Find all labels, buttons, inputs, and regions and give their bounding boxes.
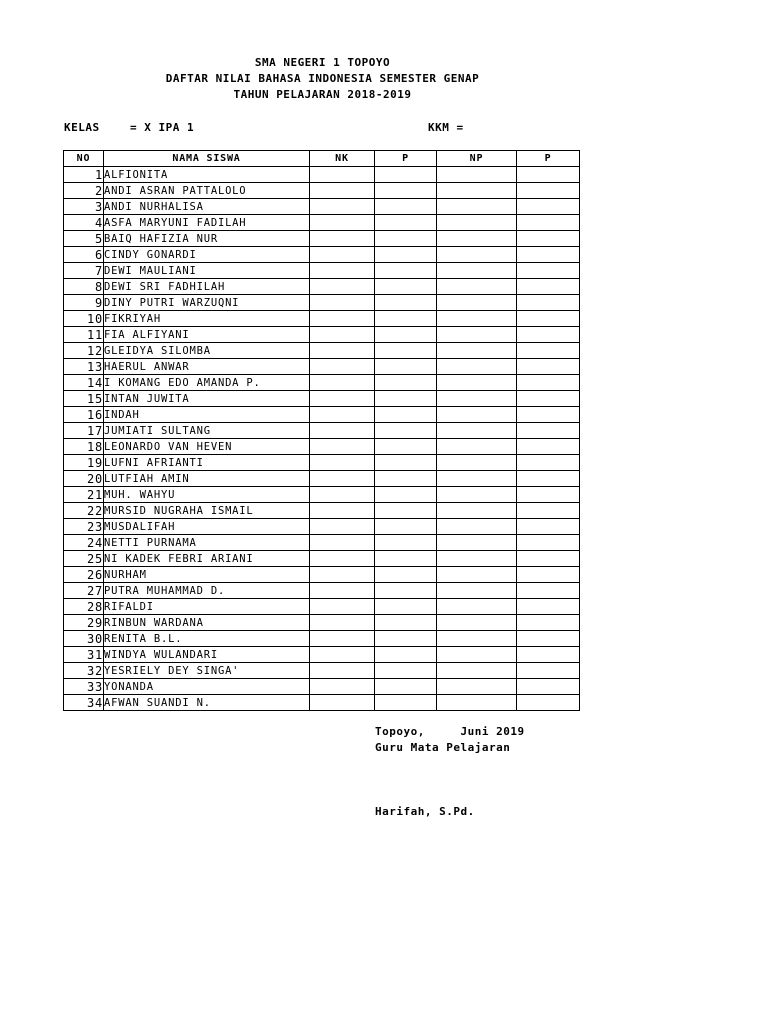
nk-cell (310, 199, 375, 215)
p1-cell (375, 631, 437, 647)
col-header-nk: NK (310, 151, 375, 167)
p1-cell (375, 295, 437, 311)
p2-cell (517, 279, 580, 295)
nk-cell (310, 359, 375, 375)
row-number: 26 (64, 567, 104, 583)
p1-cell (375, 503, 437, 519)
p2-cell (517, 311, 580, 327)
nk-cell (310, 519, 375, 535)
table-row (64, 519, 580, 535)
table-body (64, 167, 580, 711)
np-cell (437, 375, 517, 391)
student-name: ASFA MARYUNI FADILAH (104, 215, 310, 231)
p1-cell (375, 391, 437, 407)
np-cell (437, 167, 517, 183)
np-cell (437, 311, 517, 327)
nk-cell (310, 583, 375, 599)
p1-cell (375, 599, 437, 615)
np-cell (437, 247, 517, 263)
np-cell (437, 263, 517, 279)
p2-cell (517, 199, 580, 215)
row-number: 34 (64, 695, 104, 711)
p2-cell (517, 423, 580, 439)
p2-cell (517, 663, 580, 679)
table-row (64, 343, 580, 359)
nk-cell (310, 215, 375, 231)
p2-cell (517, 247, 580, 263)
col-header-p2: P (517, 151, 580, 167)
np-cell (437, 407, 517, 423)
row-number: 31 (64, 647, 104, 663)
student-name: AFWAN SUANDI N. (104, 695, 310, 711)
p2-cell (517, 391, 580, 407)
np-cell (437, 567, 517, 583)
row-number: 18 (64, 439, 104, 455)
col-header-no: NO (64, 151, 104, 167)
school-name: SMA NEGERI 1 TOPOYO (254, 56, 391, 69)
nk-cell (310, 407, 375, 423)
student-name: ANDI ASRAN PATTALOLO (104, 183, 310, 199)
p1-cell (375, 247, 437, 263)
student-name: FIKRIYAH (104, 311, 310, 327)
table-row (64, 471, 580, 487)
nk-cell (310, 599, 375, 615)
student-name: JUMIATI SULTANG (104, 423, 310, 439)
np-cell (437, 343, 517, 359)
p2-cell (517, 167, 580, 183)
row-number: 11 (64, 327, 104, 343)
row-number: 13 (64, 359, 104, 375)
np-cell (437, 615, 517, 631)
row-number: 16 (64, 407, 104, 423)
nk-cell (310, 183, 375, 199)
student-name: MUH. WAHYU (104, 487, 310, 503)
row-number: 28 (64, 599, 104, 615)
p1-cell (375, 455, 437, 471)
student-name: DINY PUTRI WARZUQNI (104, 295, 310, 311)
p1-cell (375, 535, 437, 551)
nk-cell (310, 343, 375, 359)
nk-cell (310, 311, 375, 327)
table-row (64, 247, 580, 263)
p1-cell (375, 471, 437, 487)
np-cell (437, 231, 517, 247)
student-name: BAIQ HAFIZIA NUR (104, 231, 310, 247)
table-row (64, 215, 580, 231)
p1-cell (375, 487, 437, 503)
np-cell (437, 295, 517, 311)
p1-cell (375, 423, 437, 439)
nk-cell (310, 327, 375, 343)
p1-cell (375, 583, 437, 599)
nk-cell (310, 679, 375, 695)
student-name: ALFIONITA (104, 167, 310, 183)
p2-cell (517, 375, 580, 391)
row-number: 30 (64, 631, 104, 647)
document-title: DAFTAR NILAI BAHASA INDONESIA SEMESTER GENAP (165, 72, 480, 85)
np-cell (437, 439, 517, 455)
student-name: YESRIELY DEY SINGA' (104, 663, 310, 679)
row-number: 23 (64, 519, 104, 535)
row-number: 12 (64, 343, 104, 359)
p2-cell (517, 359, 580, 375)
p2-cell (517, 519, 580, 535)
student-name: NETTI PURNAMA (104, 535, 310, 551)
p2-cell (517, 535, 580, 551)
p2-cell (517, 183, 580, 199)
nk-cell (310, 647, 375, 663)
student-name: LUTFIAH AMIN (104, 471, 310, 487)
row-number: 9 (64, 295, 104, 311)
row-number: 3 (64, 199, 104, 215)
signature-name: Harifah, S.Pd. (375, 805, 475, 818)
p1-cell (375, 407, 437, 423)
signature-role: Guru Mata Pelajaran (375, 741, 511, 754)
p1-cell (375, 183, 437, 199)
table-row (64, 375, 580, 391)
nk-cell (310, 279, 375, 295)
student-name: INTAN JUWITA (104, 391, 310, 407)
table-row (64, 199, 580, 215)
p2-cell (517, 231, 580, 247)
row-number: 21 (64, 487, 104, 503)
table-row (64, 439, 580, 455)
table-row (64, 599, 580, 615)
np-cell (437, 183, 517, 199)
p2-cell (517, 327, 580, 343)
table-row (64, 551, 580, 567)
p1-cell (375, 679, 437, 695)
p2-cell (517, 215, 580, 231)
table-row (64, 647, 580, 663)
np-cell (437, 663, 517, 679)
p1-cell (375, 439, 437, 455)
nk-cell (310, 167, 375, 183)
student-name: MUSDALIFAH (104, 519, 310, 535)
p1-cell (375, 231, 437, 247)
nk-cell (310, 391, 375, 407)
nk-cell (310, 695, 375, 711)
p1-cell (375, 647, 437, 663)
p2-cell (517, 599, 580, 615)
nk-cell (310, 487, 375, 503)
nk-cell (310, 567, 375, 583)
p2-cell (517, 343, 580, 359)
row-number: 17 (64, 423, 104, 439)
nk-cell (310, 535, 375, 551)
table-row (64, 695, 580, 711)
row-number: 32 (64, 663, 104, 679)
p2-cell (517, 631, 580, 647)
table-row (64, 167, 580, 183)
p1-cell (375, 663, 437, 679)
p1-cell (375, 519, 437, 535)
row-number: 6 (64, 247, 104, 263)
nk-cell (310, 631, 375, 647)
nk-cell (310, 439, 375, 455)
p1-cell (375, 199, 437, 215)
np-cell (437, 695, 517, 711)
np-cell (437, 279, 517, 295)
table-row (64, 487, 580, 503)
p2-cell (517, 439, 580, 455)
table-header-row (64, 151, 580, 167)
student-name: PUTRA MUHAMMAD D. (104, 583, 310, 599)
table-row (64, 679, 580, 695)
p2-cell (517, 647, 580, 663)
nk-cell (310, 231, 375, 247)
table-row (64, 327, 580, 343)
col-header-nama-siswa: NAMA SISWA (104, 151, 310, 167)
np-cell (437, 455, 517, 471)
kelas-value: = X IPA 1 (130, 121, 195, 134)
np-cell (437, 599, 517, 615)
row-number: 24 (64, 535, 104, 551)
table-row (64, 263, 580, 279)
p1-cell (375, 311, 437, 327)
student-name: I KOMANG EDO AMANDA P. (104, 375, 310, 391)
nk-cell (310, 471, 375, 487)
table-row (64, 503, 580, 519)
nk-cell (310, 423, 375, 439)
row-number: 27 (64, 583, 104, 599)
nk-cell (310, 455, 375, 471)
np-cell (437, 503, 517, 519)
student-name: ANDI NURHALISA (104, 199, 310, 215)
p1-cell (375, 567, 437, 583)
row-number: 19 (64, 455, 104, 471)
signature-place-date: Topoyo, Juni 2019 (375, 725, 525, 738)
table-row (64, 583, 580, 599)
grades-table (63, 150, 580, 711)
student-name: LUFNI AFRIANTI (104, 455, 310, 471)
nk-cell (310, 503, 375, 519)
row-number: 1 (64, 167, 104, 183)
nk-cell (310, 663, 375, 679)
student-name: MURSID NUGRAHA ISMAIL (104, 503, 310, 519)
student-name: RIFALDI (104, 599, 310, 615)
p1-cell (375, 279, 437, 295)
student-name: INDAH (104, 407, 310, 423)
student-name: YONANDA (104, 679, 310, 695)
table-row (64, 567, 580, 583)
np-cell (437, 471, 517, 487)
p1-cell (375, 695, 437, 711)
row-number: 10 (64, 311, 104, 327)
p2-cell (517, 583, 580, 599)
student-name: GLEIDYA SILOMBA (104, 343, 310, 359)
p1-cell (375, 359, 437, 375)
student-name: NI KADEK FEBRI ARIANI (104, 551, 310, 567)
np-cell (437, 535, 517, 551)
row-number: 25 (64, 551, 104, 567)
row-number: 22 (64, 503, 104, 519)
p1-cell (375, 551, 437, 567)
student-name: NURHAM (104, 567, 310, 583)
np-cell (437, 327, 517, 343)
np-cell (437, 583, 517, 599)
p2-cell (517, 615, 580, 631)
student-name: LEONARDO VAN HEVEN (104, 439, 310, 455)
nk-cell (310, 263, 375, 279)
np-cell (437, 199, 517, 215)
table-row (64, 183, 580, 199)
student-name: HAERUL ANWAR (104, 359, 310, 375)
p1-cell (375, 263, 437, 279)
row-number: 29 (64, 615, 104, 631)
table-row (64, 423, 580, 439)
table-row (64, 359, 580, 375)
table-row (64, 615, 580, 631)
nk-cell (310, 247, 375, 263)
table-row (64, 231, 580, 247)
p1-cell (375, 327, 437, 343)
p2-cell (517, 263, 580, 279)
p2-cell (517, 471, 580, 487)
student-name: FIA ALFIYANI (104, 327, 310, 343)
p2-cell (517, 487, 580, 503)
np-cell (437, 215, 517, 231)
table-row (64, 311, 580, 327)
table-row (64, 295, 580, 311)
np-cell (437, 631, 517, 647)
p2-cell (517, 567, 580, 583)
row-number: 14 (64, 375, 104, 391)
student-name: DEWI SRI FADHILAH (104, 279, 310, 295)
row-number: 2 (64, 183, 104, 199)
kkm-label: KKM = (428, 121, 464, 134)
student-name: DEWI MAULIANI (104, 263, 310, 279)
col-header-np: NP (437, 151, 517, 167)
nk-cell (310, 551, 375, 567)
p2-cell (517, 551, 580, 567)
student-name: RENITA B.L. (104, 631, 310, 647)
np-cell (437, 647, 517, 663)
table-row (64, 279, 580, 295)
p2-cell (517, 295, 580, 311)
nk-cell (310, 375, 375, 391)
row-number: 33 (64, 679, 104, 695)
row-number: 20 (64, 471, 104, 487)
p1-cell (375, 343, 437, 359)
nk-cell (310, 615, 375, 631)
np-cell (437, 679, 517, 695)
p2-cell (517, 407, 580, 423)
row-number: 8 (64, 279, 104, 295)
table-row (64, 631, 580, 647)
np-cell (437, 359, 517, 375)
row-number: 7 (64, 263, 104, 279)
row-number: 15 (64, 391, 104, 407)
table-row (64, 535, 580, 551)
p2-cell (517, 679, 580, 695)
p2-cell (517, 695, 580, 711)
academic-year: TAHUN PELAJARAN 2018-2019 (233, 88, 412, 101)
row-number: 5 (64, 231, 104, 247)
np-cell (437, 391, 517, 407)
kelas-label: KELAS (64, 121, 100, 134)
table-row (64, 407, 580, 423)
np-cell (437, 487, 517, 503)
np-cell (437, 423, 517, 439)
nk-cell (310, 295, 375, 311)
np-cell (437, 551, 517, 567)
row-number: 4 (64, 215, 104, 231)
col-header-p1: P (375, 151, 437, 167)
table-row (64, 663, 580, 679)
table-row (64, 455, 580, 471)
student-name: CINDY GONARDI (104, 247, 310, 263)
p2-cell (517, 455, 580, 471)
p1-cell (375, 167, 437, 183)
table-row (64, 391, 580, 407)
p1-cell (375, 375, 437, 391)
p1-cell (375, 615, 437, 631)
p1-cell (375, 215, 437, 231)
p2-cell (517, 503, 580, 519)
student-name: RINBUN WARDANA (104, 615, 310, 631)
student-name: WINDYA WULANDARI (104, 647, 310, 663)
np-cell (437, 519, 517, 535)
